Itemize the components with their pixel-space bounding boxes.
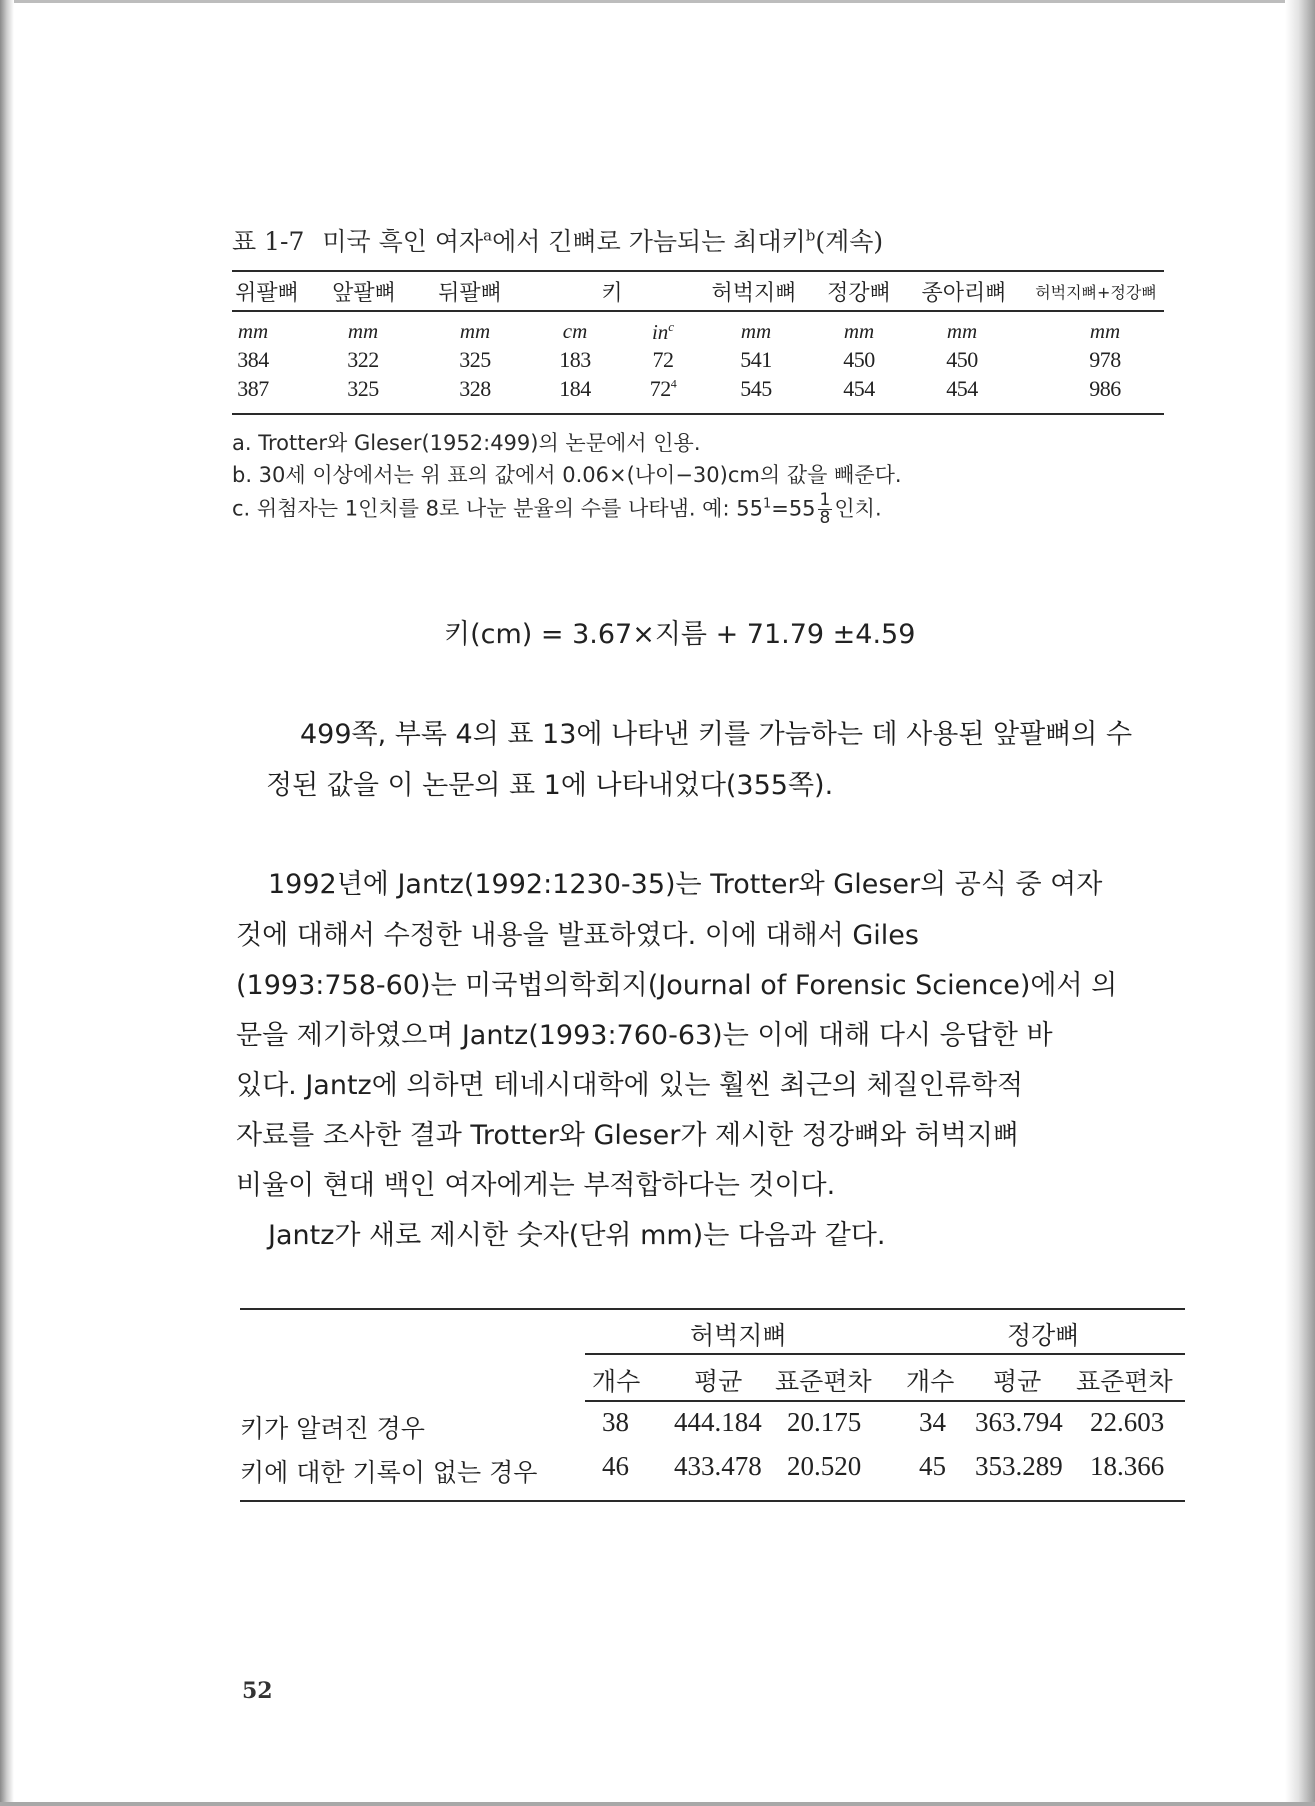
table1-header-row bbox=[232, 276, 1164, 306]
table1-cell-in: 72 bbox=[649, 376, 671, 401]
table2-cell: 34 bbox=[919, 1407, 946, 1437]
table1-caption-number: 표 1-7 bbox=[232, 227, 305, 256]
fraction-denominator: 8 bbox=[819, 508, 831, 528]
table1-header-cell: 위팔뼈 bbox=[235, 281, 299, 306]
paragraph-line: Jantz가 새로 제시한 숫자(단위 mm)는 다음과 같다. bbox=[268, 1220, 886, 1251]
paragraph-line: (1993:758-60)는 미국법의학회지(Journal of Forensic Science)에서 의 bbox=[236, 970, 1118, 1001]
table2-cell: 22.603 bbox=[1090, 1407, 1165, 1437]
table1-units-row bbox=[232, 319, 1164, 349]
table1-unit: cm bbox=[562, 319, 588, 343]
fraction-numerator: 1 bbox=[819, 490, 831, 510]
page-number: 52 bbox=[242, 1678, 273, 1704]
table1-header-cell: 키 bbox=[601, 281, 623, 306]
table1-top-rule bbox=[232, 270, 1164, 272]
table1-bottom-rule bbox=[232, 413, 1164, 415]
footnote-c-end: 인치. bbox=[834, 496, 882, 521]
paragraph-line: 1992년에 Jantz(1992:1230-35)는 Trotter와 Gleser의 공식 중 여자 bbox=[268, 869, 1103, 900]
formula: 키(cm) = 3.67×지름 + 71.79 ±4.59 bbox=[444, 619, 916, 650]
table1-header-cell: 뒤팔뼈 bbox=[438, 281, 502, 306]
table1-caption-sup-a: a bbox=[483, 226, 493, 245]
table1-unit: mm bbox=[843, 319, 875, 343]
table1-header-cell: 정강뼈 bbox=[827, 281, 891, 306]
footnote-c-text: c. 위첨자는 1인치를 8로 나눈 분율의 수를 나타냄. 예: 55 bbox=[232, 496, 763, 521]
paragraph-line: 있다. Jantz에 의하면 테네시대학에 있는 훨씬 최근의 체질인류학적 bbox=[236, 1070, 1024, 1101]
table1-unit bbox=[642, 319, 684, 345]
table2-row-label: 키에 대한 기록이 없는 경우 bbox=[240, 1458, 538, 1487]
table2-bottom-rule bbox=[240, 1500, 1185, 1502]
page-shadow bbox=[1285, 0, 1315, 1806]
table2-cell: 45 bbox=[919, 1451, 946, 1481]
table2-cell: 433.478 bbox=[674, 1451, 762, 1481]
table2-subheader: 평균 bbox=[694, 1367, 743, 1396]
footnote-a: a. Trotter와 Gleser(1952:499)의 논문에서 인용. bbox=[232, 431, 701, 455]
footnote-c bbox=[232, 492, 882, 527]
paragraph-line: 자료를 조사한 결과 Trotter와 Gleser가 제시한 정강뼈와 허벅지뼈 bbox=[236, 1120, 1020, 1151]
fraction bbox=[818, 492, 833, 527]
paragraph-line: 문을 제기하였으며 Jantz(1993:760-63)는 이에 대해 다시 응답한 바 bbox=[236, 1020, 1053, 1051]
table2-cell: 38 bbox=[602, 1407, 629, 1437]
paragraph-line: 것에 대해서 수정한 내용을 발표하였다. 이에 대해서 Giles bbox=[236, 920, 919, 951]
table1-cell: 541 bbox=[740, 347, 772, 372]
table-row bbox=[232, 376, 1164, 406]
table1-unit: mm bbox=[237, 319, 269, 343]
table2-group-header: 정강뼈 bbox=[1007, 1321, 1080, 1350]
table2-row-label: 키가 알려진 경우 bbox=[240, 1414, 425, 1443]
table2-cell: 20.175 bbox=[787, 1407, 862, 1437]
page-edge-left bbox=[0, 0, 14, 1806]
table1-cell: 450 bbox=[843, 347, 875, 372]
table1-unit-in: in bbox=[651, 320, 669, 344]
table1-header-cell: 허벅지뼈+정강뼈 bbox=[1035, 283, 1157, 302]
table1-cell: 450 bbox=[946, 347, 978, 372]
table2-subheader: 개수 bbox=[592, 1367, 641, 1396]
page-edge-bottom bbox=[0, 1802, 1315, 1806]
table1-cell: 325 bbox=[347, 376, 379, 401]
footnote-b: b. 30세 이상에서는 위 표의 값에서 0.06×(나이−30)cm의 값을 빼준다. bbox=[232, 463, 902, 487]
table2-cell: 444.184 bbox=[674, 1407, 762, 1437]
table1-header-cell: 앞팔뼈 bbox=[332, 281, 396, 306]
table1-header-rule bbox=[232, 310, 1164, 312]
table2-cell: 363.794 bbox=[975, 1407, 1063, 1437]
table1-header-cell: 종아리뼈 bbox=[921, 281, 1007, 306]
page-edge-top bbox=[0, 0, 1315, 3]
table1-unit-sup: c bbox=[668, 319, 675, 334]
table2-subheader: 표준편차 bbox=[775, 1367, 872, 1396]
table-row bbox=[232, 347, 1164, 377]
table1-caption bbox=[232, 222, 883, 258]
table2-subheader: 표준편차 bbox=[1076, 1367, 1173, 1396]
paragraph-line: 비율이 현대 백인 여자에게는 부적합하다는 것이다. bbox=[236, 1170, 836, 1201]
table2-group-header: 허벅지뼈 bbox=[690, 1321, 787, 1350]
table1-cell: 387 bbox=[237, 376, 269, 401]
table2-subheader: 개수 bbox=[906, 1367, 955, 1396]
table1-cell: 986 bbox=[1089, 376, 1121, 401]
table1-cell: 328 bbox=[459, 376, 491, 401]
table1-cell: 545 bbox=[740, 376, 772, 401]
table2-cell: 46 bbox=[602, 1451, 629, 1481]
table1-cell: 184 bbox=[559, 376, 591, 401]
table2-cell: 20.520 bbox=[787, 1451, 862, 1481]
table2-top-rule bbox=[240, 1308, 1185, 1310]
table2-cell: 18.366 bbox=[1090, 1451, 1165, 1481]
table1-caption-sup-b: b bbox=[805, 226, 816, 245]
table2-header-rule bbox=[585, 1400, 1185, 1402]
table1-unit: mm bbox=[459, 319, 491, 343]
footnote-c-sup: 1 bbox=[762, 496, 772, 512]
table1-cell: 978 bbox=[1089, 347, 1121, 372]
table1-header-cell: 허벅지뼈 bbox=[711, 281, 797, 306]
table1-cell: 183 bbox=[559, 347, 591, 372]
table1-cell bbox=[642, 376, 684, 402]
table1-cell-sup: 4 bbox=[670, 376, 677, 391]
table1-unit: mm bbox=[347, 319, 379, 343]
paragraph-line: 499쪽, 부록 4의 표 13에 나타낸 키를 가늠하는 데 사용된 앞팔뼈의 수 bbox=[300, 719, 1133, 750]
table1-cell: 325 bbox=[459, 347, 491, 372]
table2-subheader: 평균 bbox=[993, 1367, 1042, 1396]
table1-unit: mm bbox=[1089, 319, 1121, 343]
table1-caption-text-2: 에서 긴뼈로 가늠되는 최대키 bbox=[492, 227, 806, 256]
table2-cell: 353.289 bbox=[975, 1451, 1063, 1481]
table1-cell: 454 bbox=[843, 376, 875, 401]
footnote-c-eq: =55 bbox=[771, 496, 816, 521]
table1-cell: 72 bbox=[652, 347, 674, 372]
table1-unit: mm bbox=[946, 319, 978, 343]
table1-cell: 384 bbox=[237, 347, 269, 372]
table1-unit: mm bbox=[740, 319, 772, 343]
table1-caption-text-3: (계속) bbox=[815, 227, 884, 256]
paragraph-line: 정된 값을 이 논문의 표 1에 나타내었다(355쪽). bbox=[266, 770, 834, 801]
table1-cell: 322 bbox=[347, 347, 379, 372]
table2-group-rule bbox=[585, 1353, 1185, 1355]
table1-caption-text: 미국 흑인 여자 bbox=[322, 227, 484, 256]
table1-cell: 454 bbox=[946, 376, 978, 401]
